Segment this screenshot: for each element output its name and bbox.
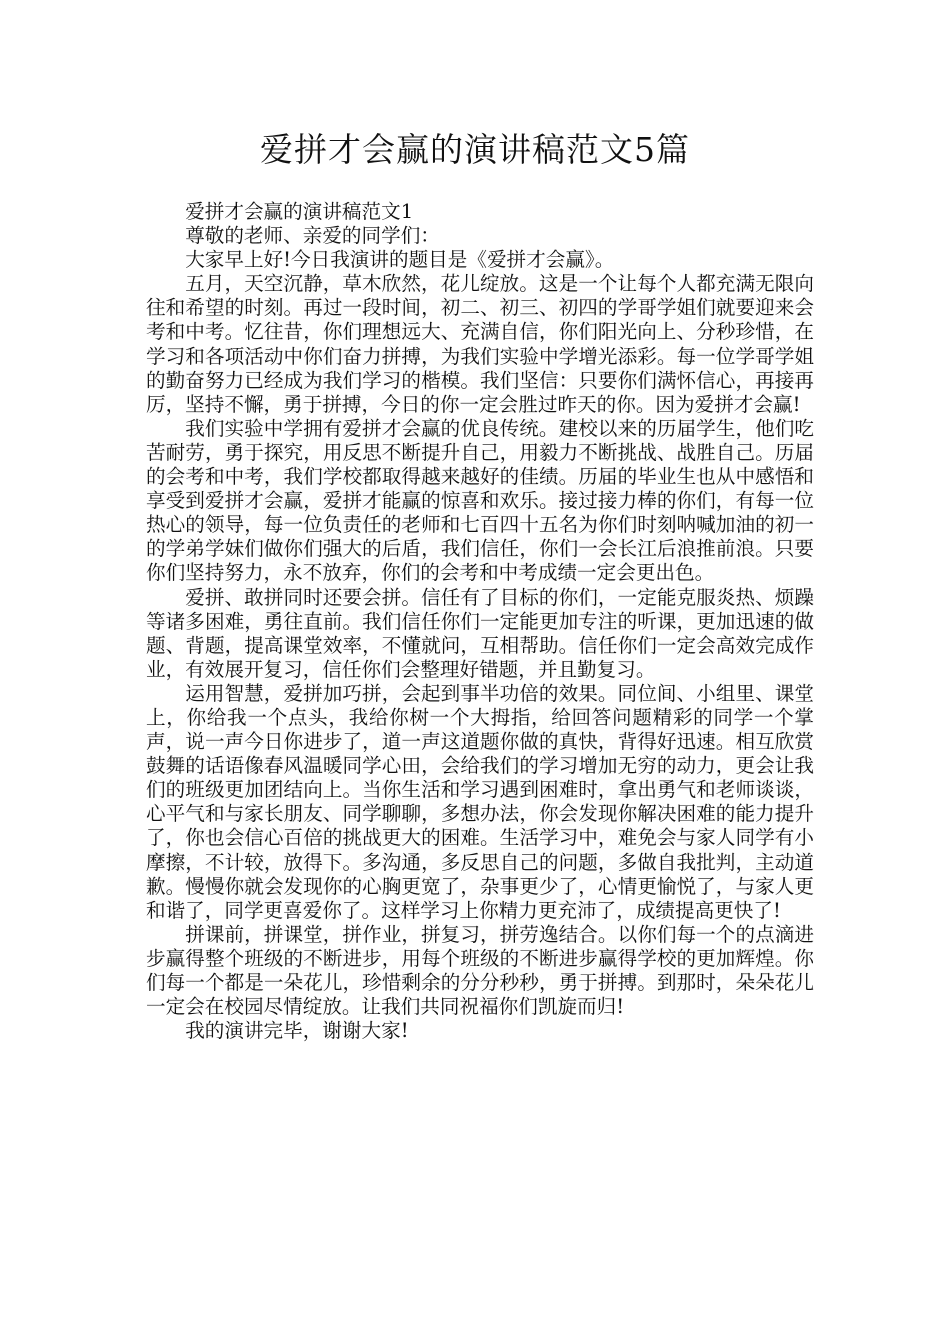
paragraph-salutation: 尊敬的老师、亲爱的同学们：	[185, 224, 440, 248]
paragraph-body: 五月，天空沉静，草木欣然，花儿绽放。这是一个让每个人都充满无限向往和希望的时刻。再过一段时间，初二、初三、初四的学哥学姐们就要迎来会考和中考。忆往昔，你们理想远大、充满自信，你们阳光向上、分秒珍惜，在学习和各项活动中你们奋力拼搏，为我们实验中学增光添彩。每一位学哥学姐的勤奋努力已经成为我们学习的楷模。我们坚信：只要你们满怀信心，再接再厉，坚持不懈，勇于拼搏，今日的你一定会胜过昨天的你。因为爱拼才会赢!	[146, 272, 814, 416]
paragraph-closing: 我的演讲完毕，谢谢大家!	[185, 1019, 409, 1043]
paragraph-greeting: 大家早上好!今日我演讲的题目是《爱拼才会赢》。	[185, 248, 615, 272]
paragraph-subtitle: 爱拼才会赢的演讲稿范文1	[185, 200, 414, 223]
document-title: 爱拼才会赢的演讲稿范文5篇	[260, 130, 690, 169]
paragraph-body: 拼课前，拼课堂，拼作业，拼复习，拼劳逸结合。以你们每一个的点滴进步赢得整个班级的不断进步，用每个班级的不断进步赢得学校的更加辉煌。你们每一个都是一朵花儿，珍惜剩余的分分秒秒，勇于拼搏。到那时，朵朵花儿一定会在校园尽情绽放。让我们共同祝福你们凯旋而归!	[146, 922, 814, 1019]
document-body	[146, 200, 814, 1043]
paragraph-body: 爱拼、敢拼同时还要会拼。信任有了目标的你们，一定能克服炎热、烦躁等诸多困难，勇往直前。我们信任你们一定能更加专注的听课，更加迅速的做题、背题，提高课堂效率，不懂就问，互相帮助。信任你们一定会高效完成作业，有效展开复习，信任你们会整理好错题，并且勤复习。	[146, 585, 814, 681]
paragraph-body: 我们实验中学拥有爱拼才会赢的优良传统。建校以来的历届学生，他们吃苦耐劳，勇于探究，用反思不断提升自己，用毅力不断挑战、战胜自己。历届的会考和中考，我们学校都取得越来越好的佳绩。历届的毕业生也从中感悟和享受到爱拼才会赢，爱拼才能赢的惊喜和欢乐。接过接力棒的你们，有每一位热心的领导，每一位负责任的老师和七百四十五名为你们时刻呐喊加油的初一的学弟学妹们做你们强大的后盾，我们信任，你们一会长江后浪推前浪。只要你们坚持努力，永不放弃，你们的会考和中考成绩一定会更出色。	[146, 416, 814, 585]
paragraph-body: 运用智慧，爱拼加巧拼，会起到事半功倍的效果。同位间、小组里、课堂上，你给我一个点头，我给你树一个大拇指，给回答问题精彩的同学一个掌声，说一声今日你进步了，道一声这道题你做的真快，背得好迅速。相互欣赏鼓舞的话语像春风温暖同学心田，会给我们的学习增加无穷的动力，更会让我们的班级更加团结向上。当你生活和学习遇到困难时，拿出勇气和老师谈谈，心平气和与家长朋友、同学聊聊，多想办法，你会发现你解决困难的能力提升了，你也会信心百倍的挑战更大的困难。生活学习中，难免会与家人同学有小摩擦，不计较，放得下。多沟通，多反思自己的问题，多做自我批判，主动道歉。慢慢你就会发现你的心胸更宽了，杂事更少了，心情更愉悦了，与家人更和谐了，同学更喜爱你了。这样学习上你精力更充沛了，成绩提高更快了!	[146, 681, 814, 922]
